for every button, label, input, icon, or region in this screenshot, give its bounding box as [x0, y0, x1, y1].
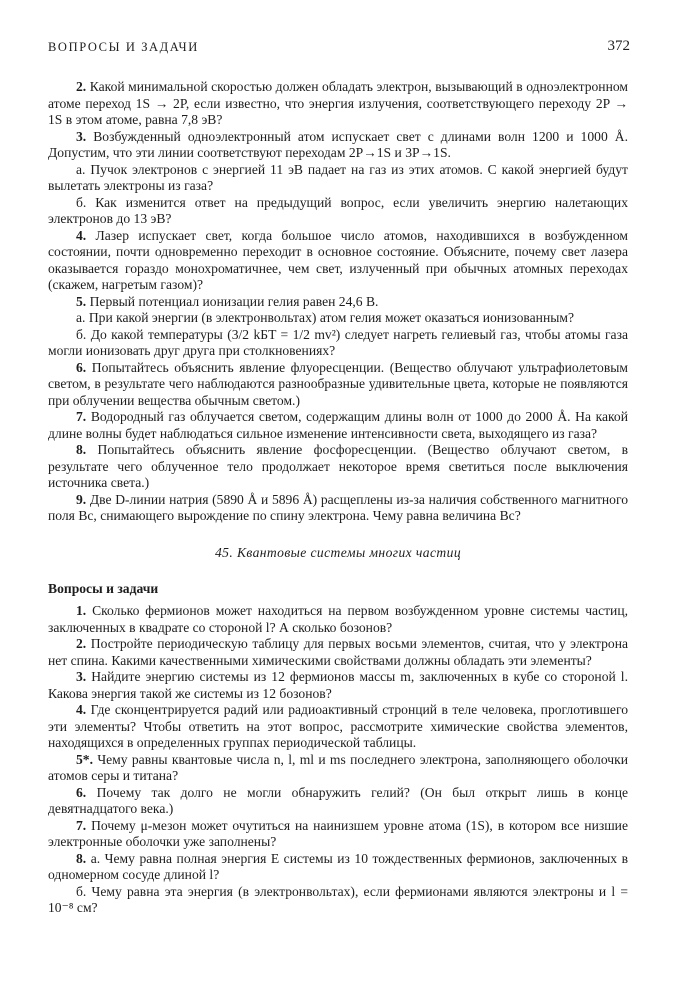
problem-paragraph	[48, 129, 628, 162]
problem-text: Лазер испускает свет, когда большое число атомов, находившихся в возбужденном состоянии, почти одновременно переходит в основное состояние. Объясните, почему свет лазера оказывается гораздо монохроматичнее, чем свет, излученный при обычных атомных переходах (скажем, нагретым газом)?	[48, 227, 628, 292]
problem-number: 8.	[76, 850, 87, 866]
problem-text: Какой минимальной скоростью должен обладать электрон, вызывающий в одноэлектронном атоме переход 1S → 2P, если известно, что энергия излучения, соответствующего переходу 2P → 1S в этом атоме, равна 7,8 эВ?	[48, 79, 628, 127]
running-head: ВОПРОСЫ И ЗАДАЧИ	[48, 40, 199, 54]
problem-number: 3.	[76, 128, 87, 144]
problem-paragraph	[48, 442, 628, 492]
problem-text: Возбужденный одноэлектронный атом испускает свет с длинами волн 1200 и 1000 Å. Допустим, что эти линии соответствуют переходам 2P→1S и 3P→1S.	[48, 128, 628, 160]
problem-text: Чему равны квантовые числа n, l, ml и ms последнего электрона, заполняющего оболочки атомов серы и титана?	[48, 751, 628, 783]
problem-number: 8.	[76, 442, 87, 457]
problem-text: б. Как изменится ответ на предыдущий вопрос, если увеличить энергию налетающих электронов до 13 эВ?	[48, 194, 628, 226]
problems-section-45	[48, 603, 628, 917]
problems-section-44	[48, 79, 628, 525]
problem-paragraph	[48, 492, 628, 525]
section-title: 45. Квантовые системы многих частиц	[214, 545, 462, 560]
problem-text: а. Чему равна полная энергия E системы из 10 тождественных фермионов, заключенных в одномерном сосуде длиной l?	[48, 850, 628, 882]
problem-number: 1.	[76, 603, 87, 618]
problem-text: Сколько фермионов может находиться на первом возбужденном уровне системы частиц, заключенных в квадрате со стороной l? А сколько бозонов?	[48, 603, 628, 635]
problem-number: 5*.	[76, 751, 93, 767]
problem-paragraph	[48, 818, 628, 851]
problem-paragraph	[48, 162, 628, 195]
problem-paragraph	[48, 702, 628, 752]
problem-paragraph	[48, 669, 628, 702]
problem-paragraph	[48, 294, 628, 311]
problem-paragraph	[48, 228, 628, 294]
problem-number: 9.	[76, 491, 87, 507]
problem-number: 2.	[76, 79, 87, 94]
problem-text: Водородный газ облучается светом, содержащим длины волн от 1000 до 2000 Å. На какой длине волны будет наблюдаться сильное изменение интенсивности света, выходящего из газа?	[48, 409, 628, 441]
problem-paragraph	[48, 851, 628, 884]
problem-number: 5.	[76, 293, 87, 309]
page-number: 372	[607, 38, 630, 54]
problem-paragraph	[48, 327, 628, 360]
problem-text: Первый потенциал ионизации гелия равен 24,6 В.	[89, 293, 379, 309]
problem-number: 6.	[76, 359, 87, 375]
problem-number: 4.	[76, 227, 87, 243]
problem-paragraph	[48, 785, 628, 818]
problem-text: Попытайтесь объяснить явление фосфоресценции. (Вещество облучают светом, в результате чего облученное тело продолжает некоторое время светиться после выключения источника света.)	[48, 442, 628, 490]
problem-text: Попытайтесь объяснить явление флуоресценции. (Вещество облучают ультрафиолетовым светом, в результате чего наблюдаются разнообразные удивительные цвета, которые не появляются при облучении вещества обычным светом.)	[48, 359, 628, 408]
problem-text: б. Чему равна эта энергия (в электронвольтах), если фермионами являются электроны и l = 10⁻⁸ см?	[48, 883, 628, 915]
problem-text: Где сконцентрируется радий или радиоактивный стронций в теле человека, проглотившего эти элементы? Чтобы ответить на этот вопрос, рассмотрите химические свойства элементов, находящихся в определенных группах периодической таблицы.	[48, 702, 628, 750]
problem-text: Две D-линии натрия (5890 Å и 5896 Å) расщеплены из-за наличия собственного магнитного поля Bc, снимающего вырождение по спину электрона. Чему равна величина Bc?	[48, 491, 628, 523]
problem-paragraph	[48, 360, 628, 410]
problem-text: а. Пучок электронов с энергией 11 эВ падает на газ из этих атомов. С какой энергией будут вылетать электроны из газа?	[48, 161, 628, 193]
problem-number: 3.	[76, 669, 87, 684]
problem-number: 4.	[76, 702, 87, 717]
problem-number: 2.	[76, 636, 87, 651]
problem-text: а. При какой энергии (в электронвольтах) атом гелия может оказаться ионизованным?	[76, 310, 574, 325]
problem-paragraph	[48, 884, 628, 917]
problem-text: б. До какой температуры (3/2 kБT = 1/2 mv²) следует нагреть гелиевый газ, чтобы атомы газа могли ионизовать друг друга при столкновениях?	[48, 326, 628, 358]
problem-paragraph	[48, 195, 628, 228]
problem-text: Почему μ-мезон может очутиться на наинизшем уровне атома (1S), в котором все низшие электронные оболочки уже заполнены?	[48, 817, 628, 849]
problem-paragraph	[48, 79, 628, 129]
problem-paragraph	[48, 636, 628, 669]
problem-paragraph	[48, 603, 628, 636]
problem-text: Почему так долго не могли обнаружить гелий? (Он был открыт лишь в конце девятнадцатого века.)	[48, 784, 629, 816]
problem-number: 7.	[76, 409, 87, 424]
problem-text: Найдите энергию системы из 12 фермионов массы m, заключенных в кубе со стороной l. Какова энергия такой же системы из 12 бозонов?	[48, 669, 628, 701]
problem-paragraph	[48, 409, 628, 442]
problem-paragraph	[48, 310, 628, 327]
problem-paragraph	[48, 752, 628, 785]
problem-number: 6.	[76, 784, 87, 800]
section-subheading: Вопросы и задачи	[48, 581, 159, 596]
problem-text: Постройте периодическую таблицу для первых восьми элементов, считая, что у электрона нет спина. Какими качественными химическими свойствами должны обладать эти элементы?	[48, 636, 629, 668]
problem-number: 7.	[76, 817, 87, 833]
